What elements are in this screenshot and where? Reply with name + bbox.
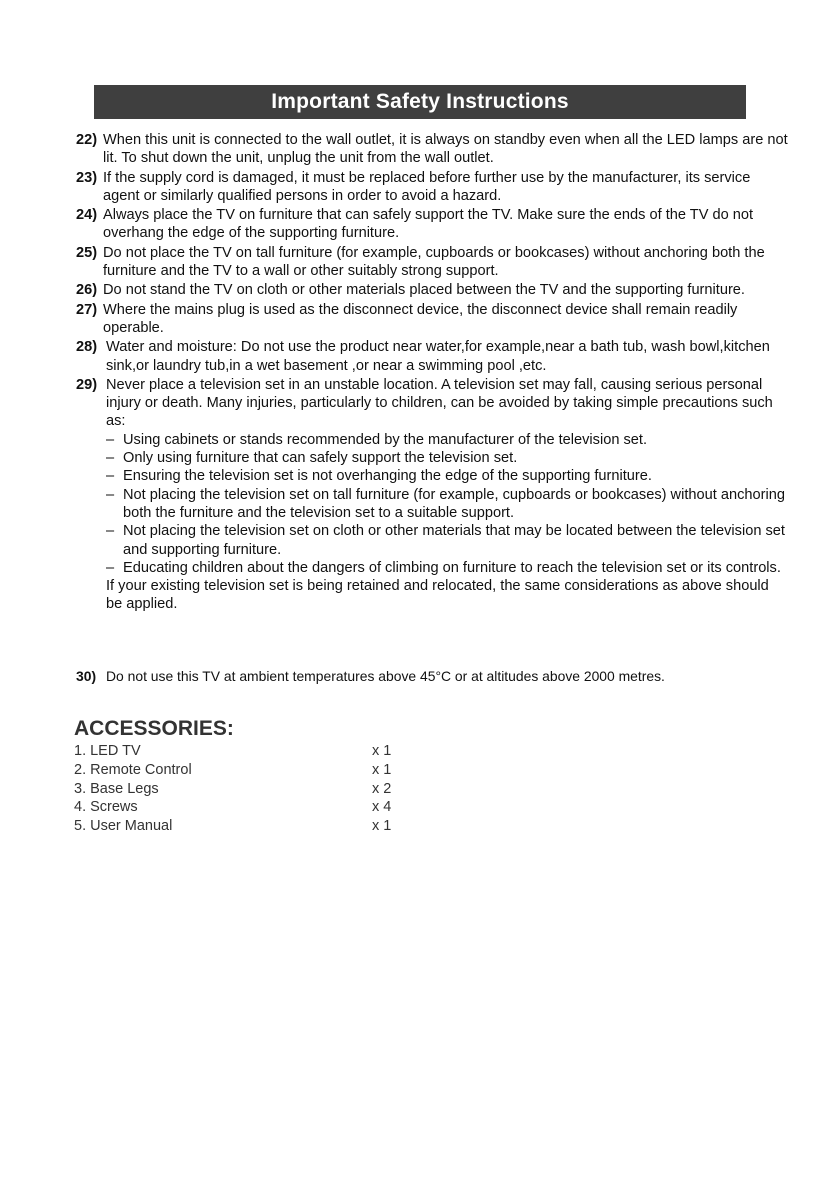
instruction-text: Do not place the TV on tall furniture (for example, cupboards or bookcases) without anchoring both the furniture and the TV to a wall or other suitably strong support. — [103, 244, 765, 280]
instruction-text: Never place a television set in an unstable location. A television set may fall, causing serious personal injury or death. Many injuries, particularly to children, can be avoided by taking simple precautions such as: — [106, 376, 773, 430]
accessory-quantity: x 1 — [372, 761, 392, 778]
accessory-quantity: x 1 — [372, 818, 392, 835]
accessory-label: 3. Base Legs — [74, 780, 159, 797]
dash-bullet: – — [106, 450, 115, 467]
precaution-item — [106, 431, 788, 449]
precaution-text: Using cabinets or stands recommended by the manufacturer of the television set. — [123, 431, 648, 448]
precaution-text: Not placing the television set on tall furniture (for example, cupboards or bookcases) without anchoring both the furniture and the television set to a suitable support. — [123, 486, 785, 521]
instruction-item — [76, 206, 788, 243]
precaution-item — [106, 522, 788, 559]
dash-bullet: – — [106, 431, 115, 448]
precautions-list — [106, 431, 788, 577]
dash-bullet: – — [106, 523, 115, 540]
instruction-text: Do not use this TV at ambient temperatures above 45°C or at altitudes above 2000 metres. — [106, 668, 665, 684]
instruction-item — [76, 169, 788, 206]
instruction-item — [76, 667, 788, 685]
instruction-text: Do not stand the TV on cloth or other materials placed between the TV and the supporting furniture. — [103, 282, 745, 299]
accessory-label: 2. Remote Control — [74, 761, 192, 778]
dash-bullet: – — [106, 559, 115, 576]
accessory-item — [74, 817, 414, 836]
instruction-text: Always place the TV on furniture that can safely support the TV. Make sure the ends of the TV do not overhang the edge of the supporting furniture. — [103, 207, 754, 242]
instruction-item — [76, 244, 788, 281]
precaution-item — [106, 559, 788, 577]
page-title-banner — [94, 85, 746, 119]
accessory-item — [74, 798, 414, 817]
accessory-label: 4. Screws — [74, 799, 138, 816]
instruction-number: 30) — [76, 668, 97, 684]
instruction-number: 26) — [76, 282, 98, 299]
instruction-text: When this unit is connected to the wall outlet, it is always on standby even when all the LED lamps are not lit. To shut down the unit, unplug the unit from the wall outlet. — [103, 132, 788, 167]
precaution-text: Educating children about the dangers of climbing on furniture to reach the television set or its controls. — [123, 559, 781, 576]
accessory-quantity: x 2 — [372, 780, 392, 797]
instruction-number: 28) — [76, 339, 98, 356]
instruction-item — [76, 376, 788, 614]
instruction-number: 25) — [76, 244, 98, 261]
accessory-item — [74, 780, 414, 799]
instruction-number: 22) — [76, 132, 98, 148]
accessories-title: ACCESSORIES: — [74, 717, 234, 740]
instruction-item — [76, 301, 788, 338]
instruction-text: Where the mains plug is used as the disconnect device, the disconnect device shall remain readily operable. — [103, 301, 738, 336]
dash-bullet: – — [106, 468, 115, 485]
instruction-item — [76, 281, 788, 299]
instruction-item — [76, 338, 788, 375]
instruction-item — [76, 131, 788, 168]
precaution-text: Only using furniture that can safely support the television set. — [123, 450, 518, 467]
instructions-list — [76, 131, 788, 615]
accessory-label: 1. LED TV — [74, 743, 141, 759]
accessories-list — [74, 742, 414, 836]
instruction-text: Water and moisture: Do not use the product near water,for example,near a bath tub, wash bowl,kitchen sink,or laundry tub,in a wet basement ,or near a swimming pool ,etc. — [106, 339, 770, 374]
precaution-text: Ensuring the television set is not overhanging the edge of the supporting furniture. — [123, 468, 652, 485]
instruction-number: 29) — [76, 376, 98, 393]
instruction-number: 27) — [76, 301, 98, 318]
precaution-text: Not placing the television set on cloth or other materials that may be located between the television set and supporting furniture. — [123, 523, 785, 558]
accessory-item — [74, 761, 414, 780]
accessory-quantity: x 1 — [372, 743, 392, 759]
accessory-item — [74, 742, 414, 761]
instruction-closing: If your existing television set is being retained and relocated, the same considerations as above should be applied. — [106, 578, 769, 613]
precaution-item — [106, 449, 788, 467]
dash-bullet: – — [106, 486, 115, 503]
precaution-item — [106, 467, 788, 485]
instruction-number: 23) — [76, 169, 98, 186]
accessory-quantity: x 4 — [372, 799, 392, 816]
page-title: Important Safety Instructions — [271, 90, 569, 113]
instruction-text: If the supply cord is damaged, it must be replaced before further use by the manufacturer, its service agent or similarly qualified persons in order to avoid a hazard. — [103, 169, 751, 204]
instruction-number: 24) — [76, 207, 98, 224]
accessory-label: 5. User Manual — [74, 818, 173, 835]
precaution-item — [106, 486, 788, 523]
